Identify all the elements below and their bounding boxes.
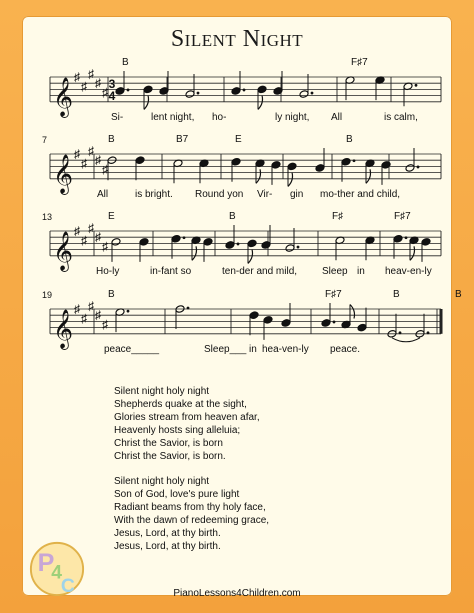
note-dot <box>353 159 356 162</box>
sharp-icon: ♯ <box>74 224 80 238</box>
measure-number: 7 <box>42 135 48 145</box>
sharp-icon: ♯ <box>102 162 108 177</box>
svg-text:P: P <box>37 548 55 577</box>
note-head <box>281 319 291 328</box>
svg-text:4: 4 <box>51 562 62 584</box>
treble-clef-icon: 𝄞 <box>53 77 74 116</box>
note-dot <box>417 166 420 169</box>
chord-symbol: F♯7 <box>351 57 368 68</box>
verse-line: Heavenly hosts sing alleluia; <box>114 425 241 436</box>
verse-line: With the dawn of redeeming grace, <box>114 515 270 526</box>
lyric-syllable: All <box>97 188 109 200</box>
note-head <box>185 90 195 99</box>
note-dot <box>183 236 186 239</box>
sharp-icon: ♯ <box>81 233 87 248</box>
lyric-syllable: peace_____ <box>104 343 160 355</box>
note-flag <box>258 95 263 109</box>
lyric-syllable: is bright. <box>135 188 173 200</box>
sharp-icon: ♯ <box>88 220 94 235</box>
sharp-icon: ♯ <box>95 308 101 323</box>
note-head <box>171 234 181 243</box>
note-dot <box>237 243 240 246</box>
note-flag <box>256 169 261 183</box>
note-head <box>225 241 235 250</box>
sharp-icon: ♯ <box>81 156 87 171</box>
treble-clef-icon: 𝄞 <box>53 309 74 348</box>
sharp-icon: ♯ <box>102 85 108 100</box>
note-flag <box>410 246 415 260</box>
chord-symbol: F♯7 <box>394 211 411 222</box>
note-head <box>143 85 153 94</box>
chord-symbol: F♯7 <box>325 289 342 300</box>
note-head <box>159 87 169 96</box>
lyric-syllable: heav-en-ly <box>385 265 432 277</box>
note-head <box>321 319 331 328</box>
sharp-icon: ♯ <box>88 66 94 81</box>
lyric-syllable: peace. <box>330 343 361 355</box>
lyric-syllable: hea-ven-ly <box>262 343 309 355</box>
chord-symbol: B <box>108 289 115 300</box>
lyrics-verses <box>114 385 269 565</box>
note-head <box>393 234 403 243</box>
note-flag <box>192 246 197 260</box>
sharp-icon: ♯ <box>102 317 108 332</box>
svg-text:C: C <box>60 576 75 598</box>
note-head <box>139 238 149 247</box>
chord-symbol: B <box>455 289 462 300</box>
note-head <box>381 161 391 170</box>
note-head <box>341 157 351 166</box>
note-head <box>357 323 367 332</box>
chord-symbol: B <box>346 134 353 145</box>
verse-line: Glories stream from heaven afar, <box>114 412 260 423</box>
note-head <box>263 316 273 325</box>
lyric-syllable: Vir- <box>257 188 273 200</box>
note-dot <box>405 236 408 239</box>
chord-symbol: B <box>229 211 236 222</box>
footer-website: PianoLessons4Children.com <box>173 588 301 599</box>
note-head <box>405 164 415 173</box>
lyric-syllable: mo-ther and child, <box>320 188 401 200</box>
lyric-syllable: All <box>331 111 343 123</box>
chord-symbol: F♯ <box>332 211 344 222</box>
lyric-syllable: Si- <box>111 111 124 123</box>
note-head <box>315 164 325 173</box>
song-title: Silent Night <box>170 26 304 52</box>
chord-symbol: B <box>393 289 400 300</box>
chord-symbol: E <box>108 211 115 222</box>
sharp-icon: ♯ <box>88 143 94 158</box>
sharp-icon: ♯ <box>102 239 108 254</box>
note-flag <box>248 249 253 263</box>
note-dot <box>333 321 336 324</box>
chord-symbol: B <box>108 134 115 145</box>
note-flag <box>350 305 355 319</box>
lyric-syllable: gin <box>290 188 304 200</box>
note-head <box>231 157 241 166</box>
tie <box>392 338 420 342</box>
verse-2 <box>114 475 269 553</box>
note-head <box>261 241 271 250</box>
verse-line: Christ the Savior, is born <box>114 438 223 449</box>
sharp-icon: ♯ <box>95 230 101 245</box>
lyric-syllable: ten-der and mild, <box>222 265 298 277</box>
verse-line: Jesus, Lord, at thy birth. <box>114 528 221 539</box>
measure-number: 19 <box>42 290 53 300</box>
verse-line: Silent night holy night <box>114 386 210 397</box>
note-dot <box>187 307 190 310</box>
note-head <box>111 238 121 247</box>
note-head <box>271 161 281 170</box>
note-flag <box>366 169 371 183</box>
verse-line: Silent night holy night <box>114 476 210 487</box>
note-head <box>273 87 283 96</box>
verse-1 <box>114 385 269 463</box>
lyric-syllable: in <box>357 265 365 277</box>
chord-symbol: E <box>235 134 242 145</box>
note-head <box>249 311 259 320</box>
note-dot <box>243 89 246 92</box>
lyric-syllable: Round yon <box>195 188 244 200</box>
sharp-icon: ♯ <box>74 302 80 316</box>
note-head <box>285 244 295 253</box>
sharp-icon: ♯ <box>74 147 80 161</box>
chord-symbol: B7 <box>176 134 189 145</box>
note-dot <box>127 89 130 92</box>
lyric-syllable: in-fant so <box>150 265 192 277</box>
verse-line: Christ the Savior, is born. <box>114 451 226 462</box>
note-head <box>247 239 257 248</box>
note-head <box>115 87 125 96</box>
lyric-syllable: ho- <box>212 111 227 123</box>
verse-line: Son of God, love's pure light <box>114 489 240 500</box>
note-flag <box>288 172 293 186</box>
sharp-icon: ♯ <box>81 79 87 94</box>
note-flag <box>144 95 149 109</box>
note-dot <box>311 92 314 95</box>
lyric-syllable: lent night, <box>151 111 195 123</box>
time-signature-top: 3 <box>108 77 116 91</box>
note-dot <box>415 84 418 87</box>
note-dot <box>197 92 200 95</box>
note-head <box>135 156 145 165</box>
treble-clef-icon: 𝄞 <box>53 154 74 193</box>
note-head <box>299 90 309 99</box>
measure-number: 13 <box>42 212 53 222</box>
time-signature-bottom: 4 <box>108 89 116 103</box>
verse-line: Shepherds quake at the sight, <box>114 399 247 410</box>
note-dot <box>427 331 430 334</box>
verse-line: Jesus, Lord, at thy birth. <box>114 541 221 552</box>
note-head <box>287 162 297 171</box>
verse-line: Radiant beams from thy holy face, <box>114 502 266 513</box>
sharp-icon: ♯ <box>95 153 101 168</box>
treble-clef-icon: 𝄞 <box>53 231 74 270</box>
note-head <box>231 87 241 96</box>
note-dot <box>127 310 130 313</box>
note-dot <box>297 246 300 249</box>
note-head <box>257 85 267 94</box>
lyric-syllable: Ho-ly <box>96 265 120 277</box>
sharp-icon: ♯ <box>95 76 101 91</box>
lyric-syllable: ly night, <box>275 111 310 123</box>
sharp-icon: ♯ <box>81 311 87 326</box>
sharp-icon: ♯ <box>74 70 80 84</box>
chord-symbol: B <box>122 57 129 68</box>
note-head <box>421 238 431 247</box>
note-head <box>203 238 213 247</box>
lyric-syllable: Sleep <box>322 265 348 277</box>
lyric-syllable: Sleep___ in <box>204 343 257 355</box>
sharp-icon: ♯ <box>88 298 94 313</box>
lyric-syllable: is calm, <box>384 111 418 123</box>
note-dot <box>399 331 402 334</box>
